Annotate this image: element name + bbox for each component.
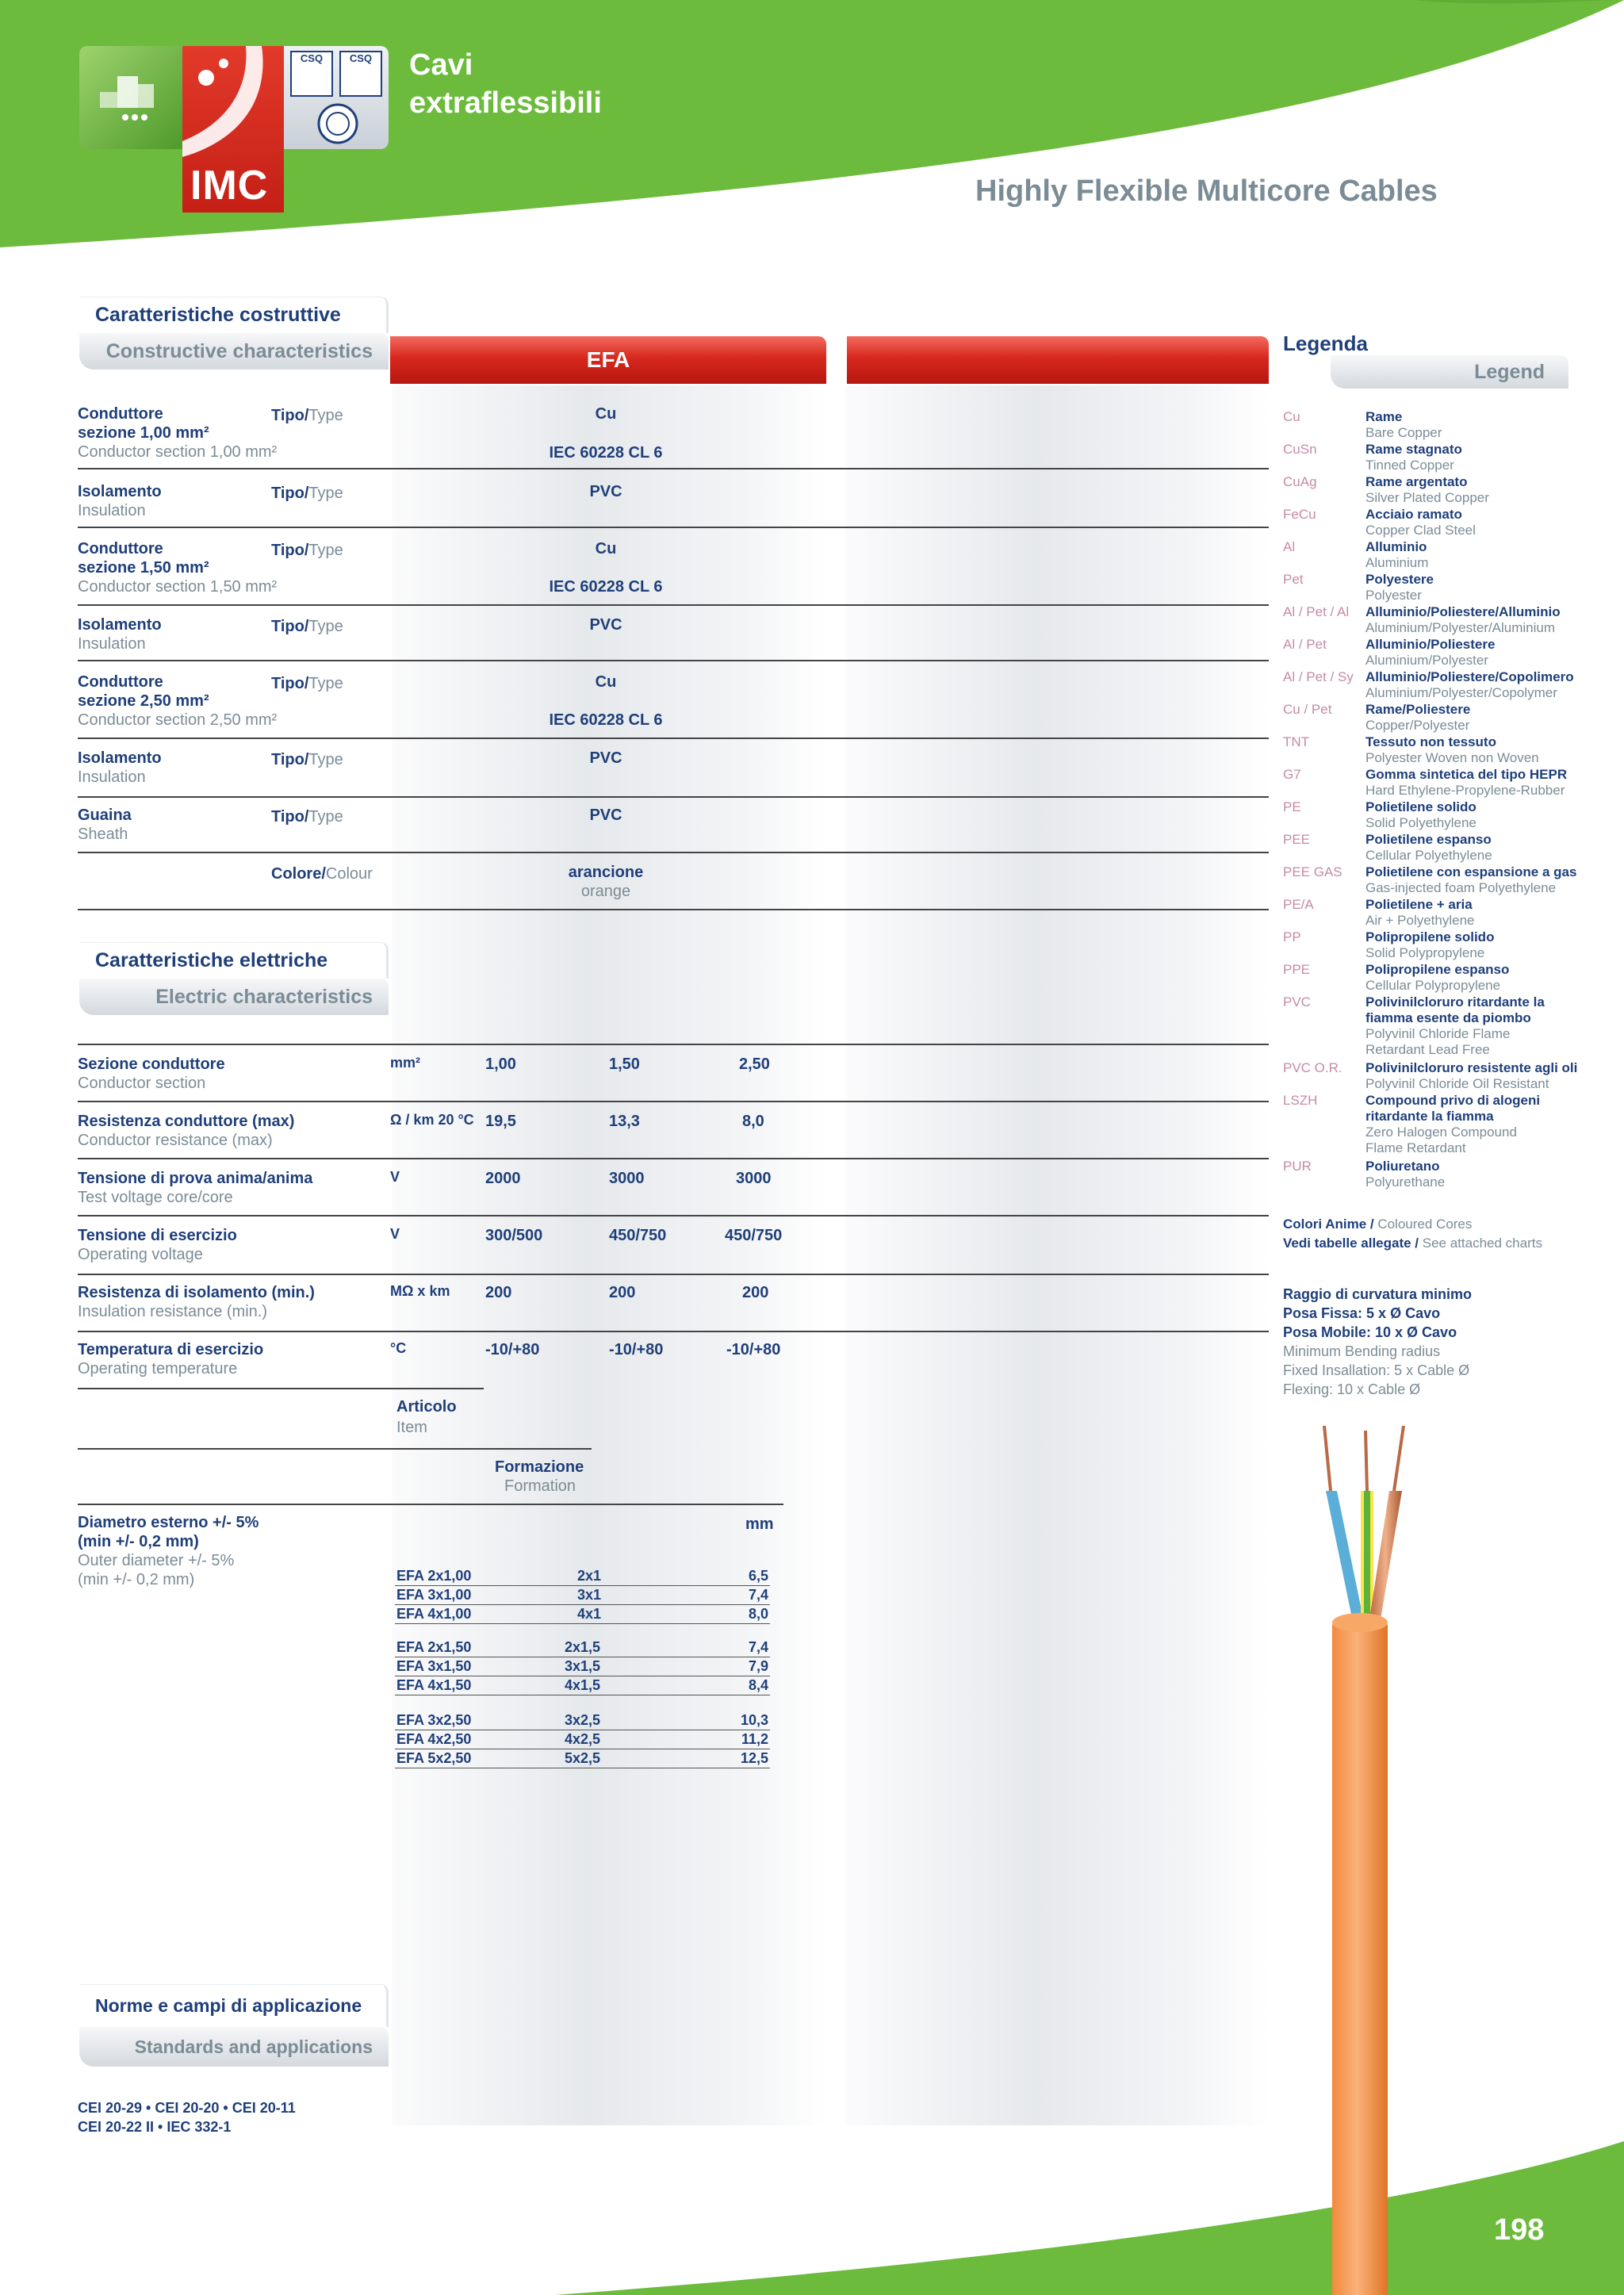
row-label-it2: sezione 1,00 mm²	[78, 424, 209, 442]
elec-label-it: Resistenza di isolamento (min.)	[78, 1284, 315, 1301]
formazione-it: Formazione	[495, 1458, 584, 1476]
legend-attached-charts: Vedi tabelle allegate / See attached charts	[1283, 1236, 1542, 1251]
colour-value-it: arancione	[568, 864, 644, 881]
elec-v1: 19,5	[485, 1113, 516, 1130]
type-label: Tipo/Type	[271, 618, 343, 635]
item-row: EFA 4x1,50 4x1,5 8,4	[395, 1676, 770, 1695]
value: PVC	[589, 749, 622, 767]
divider	[78, 468, 1269, 469]
articolo-en: Item	[396, 1419, 427, 1436]
divider	[78, 738, 1269, 739]
row-label-en: Conductor section 2,50 mm²	[78, 711, 278, 729]
page-number: 198	[1494, 2213, 1545, 2247]
column-header-efa: EFA	[390, 336, 826, 384]
norms-line-1: CEI 20-29 • CEI 20-20 • CEI 20-11	[78, 2100, 296, 2116]
value: Cu	[595, 405, 617, 423]
legend-coloured-cores: Colori Anime / Coloured Cores	[1283, 1216, 1473, 1232]
cert-badge-2: CSQ	[339, 51, 382, 97]
type-label: Tipo/Type	[271, 808, 343, 826]
item-row: EFA 2x1,50 2x1,5 7,4	[395, 1638, 770, 1657]
colour-label: Colore/Colour	[271, 865, 373, 883]
row-label-it: Isolamento	[78, 483, 162, 500]
elec-v2: 13,3	[609, 1113, 640, 1130]
row-label-it: Isolamento	[78, 749, 162, 767]
elec-unit: V	[390, 1226, 400, 1242]
elec-v1: 300/500	[485, 1227, 543, 1244]
divider	[78, 660, 1269, 661]
value: PVC	[589, 807, 622, 824]
bend-title-en: Minimum Bending radius	[1283, 1343, 1441, 1359]
tab-norms: Norme e campi di applicazione Standards and applications	[79, 1984, 389, 2067]
elec-label-it: Temperatura di esercizio	[78, 1341, 264, 1358]
elec-unit: Ω / km 20 °C	[390, 1112, 474, 1128]
company-logo	[79, 46, 389, 213]
elec-v2: 3000	[609, 1170, 645, 1187]
elec-label-en: Test voltage core/core	[78, 1189, 233, 1206]
divider	[78, 1388, 484, 1389]
colour-value-en: orange	[580, 883, 631, 900]
divider	[78, 796, 1269, 798]
elec-v2: 200	[609, 1284, 636, 1301]
divider	[78, 1274, 1269, 1275]
row-label-it: Guaina	[78, 807, 132, 824]
value: Cu	[595, 540, 617, 557]
row-label-en: Sheath	[78, 826, 128, 843]
item-row: EFA 4x2,50 4x2,5 11,2	[395, 1730, 770, 1749]
diam-unit: mm	[745, 1515, 774, 1533]
elec-v3: 3000	[736, 1170, 772, 1187]
elec-v1: 2000	[485, 1170, 521, 1187]
divider	[78, 909, 1269, 910]
column-band-efa	[392, 385, 826, 2125]
type-label: Tipo/Type	[271, 485, 343, 502]
divider	[78, 1158, 1269, 1159]
column-band-empty	[845, 385, 1269, 2125]
row-label-it: Conduttore	[78, 540, 163, 557]
elec-unit: mm²	[390, 1055, 421, 1071]
diam-en-1: Outer diameter +/- 5%	[78, 1552, 235, 1569]
divider	[78, 1504, 783, 1505]
row-label-en: Conductor section 1,00 mm²	[78, 443, 278, 461]
type-label: Tipo/Type	[271, 675, 343, 692]
elec-v3: 8,0	[742, 1113, 764, 1130]
elec-v3: -10/+80	[726, 1341, 781, 1358]
elec-v1: 1,00	[485, 1056, 516, 1073]
elec-v2: -10/+80	[609, 1341, 664, 1358]
logo-text: IMC	[190, 163, 269, 209]
elec-label-en: Operating voltage	[78, 1246, 203, 1263]
row-label-en: Insulation	[78, 502, 146, 519]
bend-fixed-it: Posa Fissa: 5 x Ø Cavo	[1283, 1305, 1441, 1321]
diam-it-1: Diametro esterno +/- 5%	[78, 1514, 259, 1531]
item-row: EFA 3x1,50 3x1,5 7,9	[395, 1657, 770, 1676]
divider	[78, 527, 1269, 528]
item-row: EFA 4x1,00 4x1 8,0	[395, 1605, 770, 1624]
elec-label-en: Operating temperature	[78, 1360, 238, 1377]
bend-title-it: Raggio di curvatura minimo	[1283, 1286, 1473, 1302]
iqnet-seal-icon	[314, 102, 362, 146]
tab-electric: Caratteristiche elettriche Electric characteristics	[79, 942, 389, 1015]
elec-label-it: Tensione di esercizio	[78, 1227, 237, 1244]
swoosh-icon	[182, 46, 284, 165]
elec-label-en: Conductor section	[78, 1075, 206, 1092]
divider	[78, 852, 1269, 853]
elec-label-it: Resistenza conduttore (max)	[78, 1113, 295, 1130]
building-icon	[94, 68, 170, 132]
divider	[78, 1448, 592, 1450]
divider	[78, 1101, 1269, 1102]
articolo-it: Articolo	[396, 1398, 457, 1416]
divider	[78, 604, 1269, 606]
value-standard: IEC 60228 CL 6	[549, 444, 663, 462]
value-standard: IEC 60228 CL 6	[549, 711, 663, 729]
legend-tab: Legenda Legend	[1275, 328, 1564, 390]
bend-fixed-en: Fixed Insallation: 5 x Cable Ø	[1283, 1362, 1470, 1378]
cable-illustration	[1300, 1420, 1411, 2295]
divider	[78, 1044, 1269, 1045]
row-label-it: Isolamento	[78, 616, 162, 634]
elec-unit: V	[390, 1169, 400, 1185]
diam-en-2: (min +/- 0,2 mm)	[78, 1571, 195, 1588]
row-label-en: Insulation	[78, 768, 146, 786]
row-label-it: Conduttore	[78, 673, 163, 691]
elec-unit: MΩ x km	[390, 1283, 450, 1299]
item-row: EFA 5x2,50 5x2,5 12,5	[395, 1749, 770, 1768]
value: PVC	[589, 616, 622, 634]
elec-v2: 450/750	[609, 1227, 667, 1244]
row-label-en: Conductor section 1,50 mm²	[78, 578, 278, 596]
cert-badge-1: CSQ	[290, 51, 333, 97]
elec-v3: 450/750	[725, 1227, 783, 1244]
title-it-line2: extraflessibili	[409, 86, 602, 120]
type-label: Tipo/Type	[271, 407, 343, 424]
bend-flexing-en: Flexing: 10 x Cable Ø	[1283, 1381, 1421, 1397]
bend-mobile-it: Posa Mobile: 10 x Ø Cavo	[1283, 1324, 1457, 1340]
row-label-it2: sezione 1,50 mm²	[78, 559, 209, 577]
row-label-en: Insulation	[78, 635, 146, 653]
elec-label-en: Conductor resistance (max)	[78, 1132, 273, 1149]
elec-label-it: Sezione conduttore	[78, 1056, 225, 1073]
formazione-en: Formation	[504, 1477, 576, 1495]
elec-label-en: Insulation resistance (min.)	[78, 1303, 267, 1320]
value-standard: IEC 60228 CL 6	[549, 578, 663, 596]
item-row: EFA 3x2,50 3x2,5 10,3	[395, 1711, 770, 1730]
elec-v2: 1,50	[609, 1056, 640, 1073]
title-en: Highly Flexible Multicore Cables	[975, 174, 1438, 208]
elec-v3: 2,50	[739, 1056, 770, 1073]
item-row: EFA 3x1,00 3x1 7,4	[395, 1586, 770, 1605]
column-header-empty	[847, 336, 1269, 384]
divider	[78, 1215, 1269, 1216]
norms-line-2: CEI 20-22 II • IEC 332-1	[78, 2119, 232, 2135]
type-label: Tipo/Type	[271, 542, 343, 559]
value: Cu	[595, 673, 617, 691]
row-label-it2: sezione 2,50 mm²	[78, 692, 209, 710]
type-label: Tipo/Type	[271, 751, 343, 768]
row-label-it: Conduttore	[78, 405, 163, 423]
elec-v3: 200	[742, 1284, 769, 1301]
value: PVC	[589, 483, 622, 500]
tab-constructive: Caratteristiche costruttive Constructive characteristics	[79, 297, 389, 370]
item-row: EFA 2x1,00 2x1 6,5	[395, 1567, 770, 1586]
elec-label-it: Tensione di prova anima/anima	[78, 1170, 313, 1187]
divider	[78, 1331, 1269, 1332]
title-it-line1: Cavi	[409, 48, 473, 82]
elec-v1: -10/+80	[485, 1341, 540, 1358]
elec-unit: °C	[390, 1340, 407, 1356]
diam-it-2: (min +/- 0,2 mm)	[78, 1533, 199, 1550]
elec-v1: 200	[485, 1284, 512, 1301]
